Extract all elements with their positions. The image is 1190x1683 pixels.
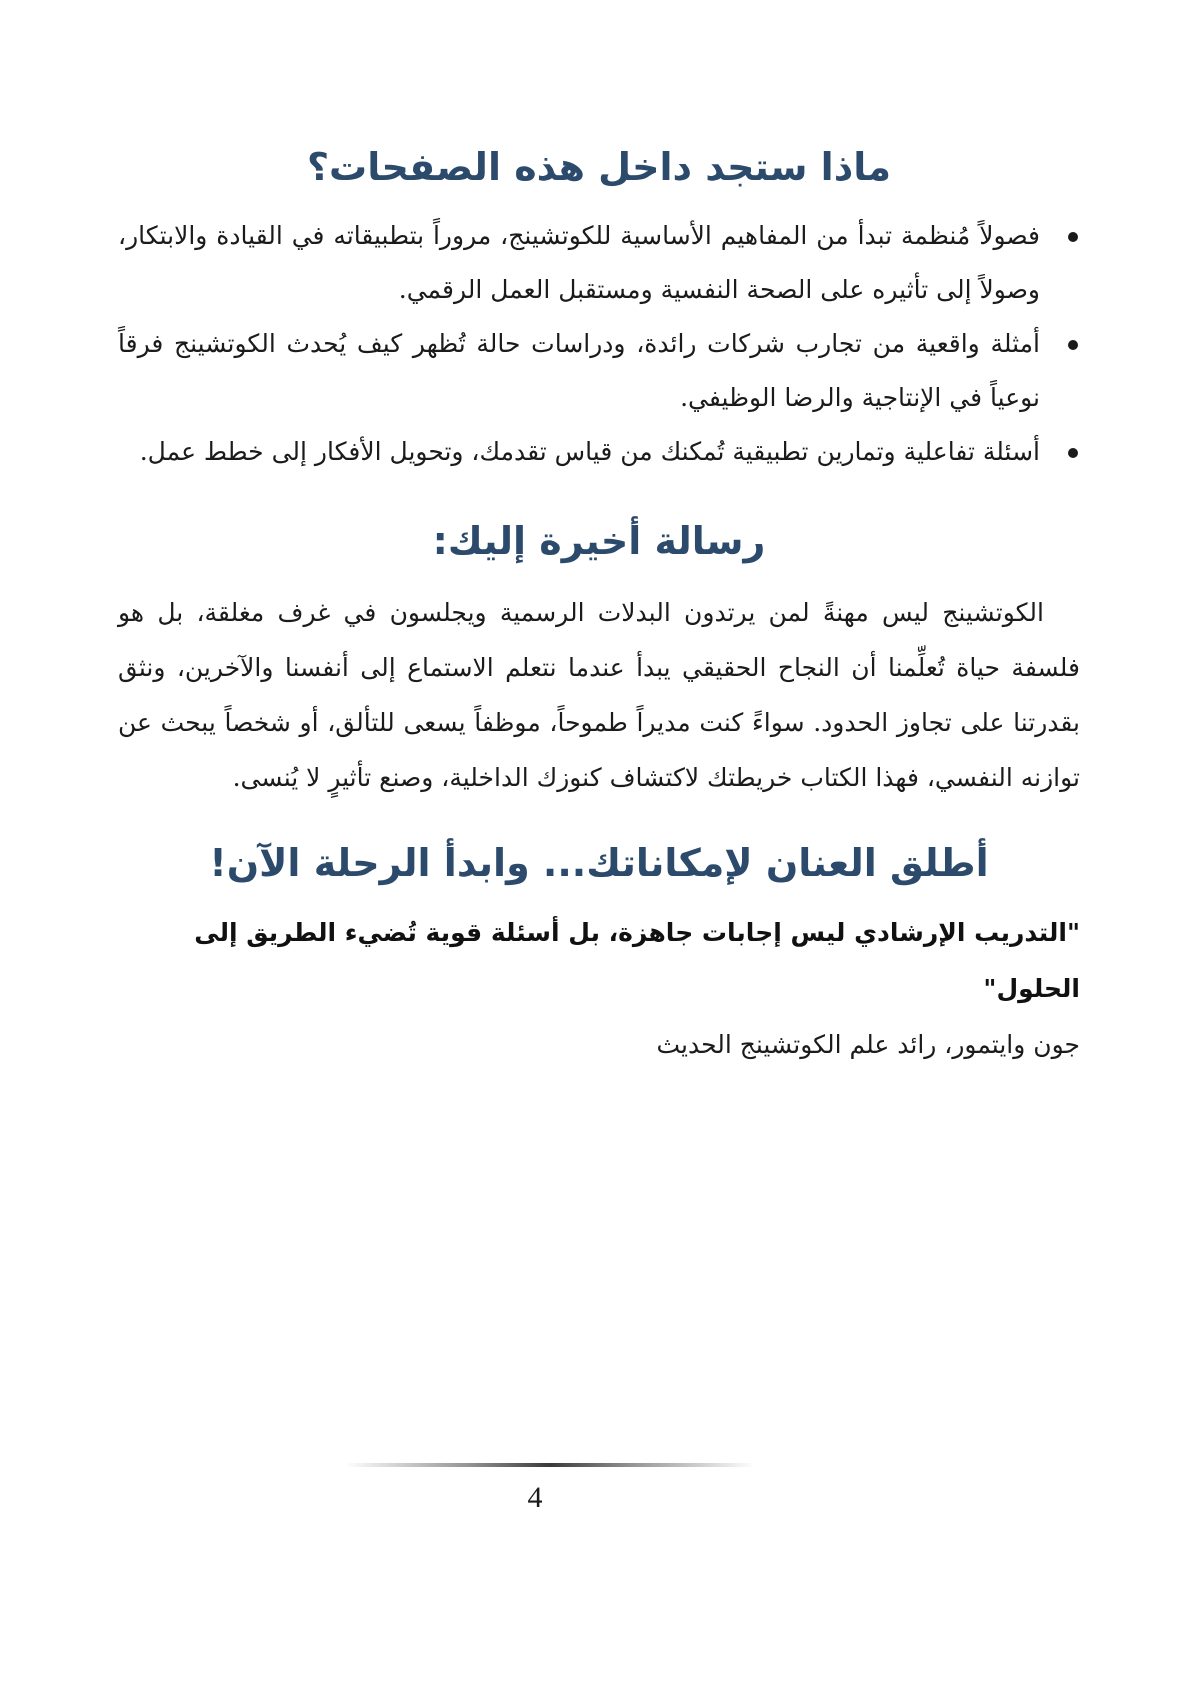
section-heading-what-inside: ماذا ستجد داخل هذه الصفحات؟ — [307, 145, 891, 189]
bullet-list — [118, 209, 1080, 479]
final-letter-paragraph: الكوتشينج ليس مهنةً لمن يرتدون البدلات الرسمية ويجلسون في غرف مغلقة، بل هو فلسفة حياة تُعلِّمنا أن النجاح الحقيقي يبدأ عندما نتعلم الاستماع إلى أنفسنا والآخرين، ونثق بقدرتنا على تجاوز الحدود. سواءً كنت مديراً طموحاً، موظفاً يسعى للتألق، أو شخصاً يبحث عن توازنه النفسي، فهذا الكتاب خريطتك لاكتشاف كنوزك الداخلية، وصنع تأثيرٍ لا يُنسى. — [118, 598, 1080, 792]
list-item — [118, 317, 1080, 425]
section-heading-final-letter: رسالة أخيرة إليك: — [432, 519, 766, 563]
list-item — [118, 425, 1080, 479]
section-heading-launch: أطلق العنان لإمكاناتك... وابدأ الرحلة الآن! — [209, 841, 989, 885]
page-number: 4 — [527, 1481, 543, 1514]
list-item — [118, 209, 1080, 317]
list-item-text: أمثلة واقعية من تجارب شركات رائدة، ودراسات حالة تُظهر كيف يُحدث الكوتشينج فرقاً نوعياً في الإنتاجية والرضا الوظيفي. — [118, 329, 1040, 412]
list-item-text: أسئلة تفاعلية وتمارين تطبيقية تُمكنك من قياس تقدمك، وتحويل الأفكار إلى خطط عمل. — [139, 437, 1040, 466]
quote-author: جون وايتمور، رائد علم الكوتشينج الحديث — [656, 1030, 1080, 1059]
bullet-icon — [1068, 232, 1078, 242]
bullet-icon — [1068, 448, 1078, 458]
footer-divider — [345, 1463, 755, 1467]
quote-text: "التدريب الإرشادي ليس إجابات جاهزة، بل أسئلة قوية تُضيء الطريق إلى الحلول" — [194, 918, 1080, 1003]
page-content — [118, 135, 1080, 1073]
bullet-icon — [1068, 340, 1078, 350]
list-item-text: فصولاً مُنظمة تبدأ من المفاهيم الأساسية للكوتشينج، مروراً بتطبيقاته في القيادة والابتكار، وصولاً إلى تأثيره على الصحة النفسية ومستقبل العمل الرقمي. — [118, 221, 1040, 304]
